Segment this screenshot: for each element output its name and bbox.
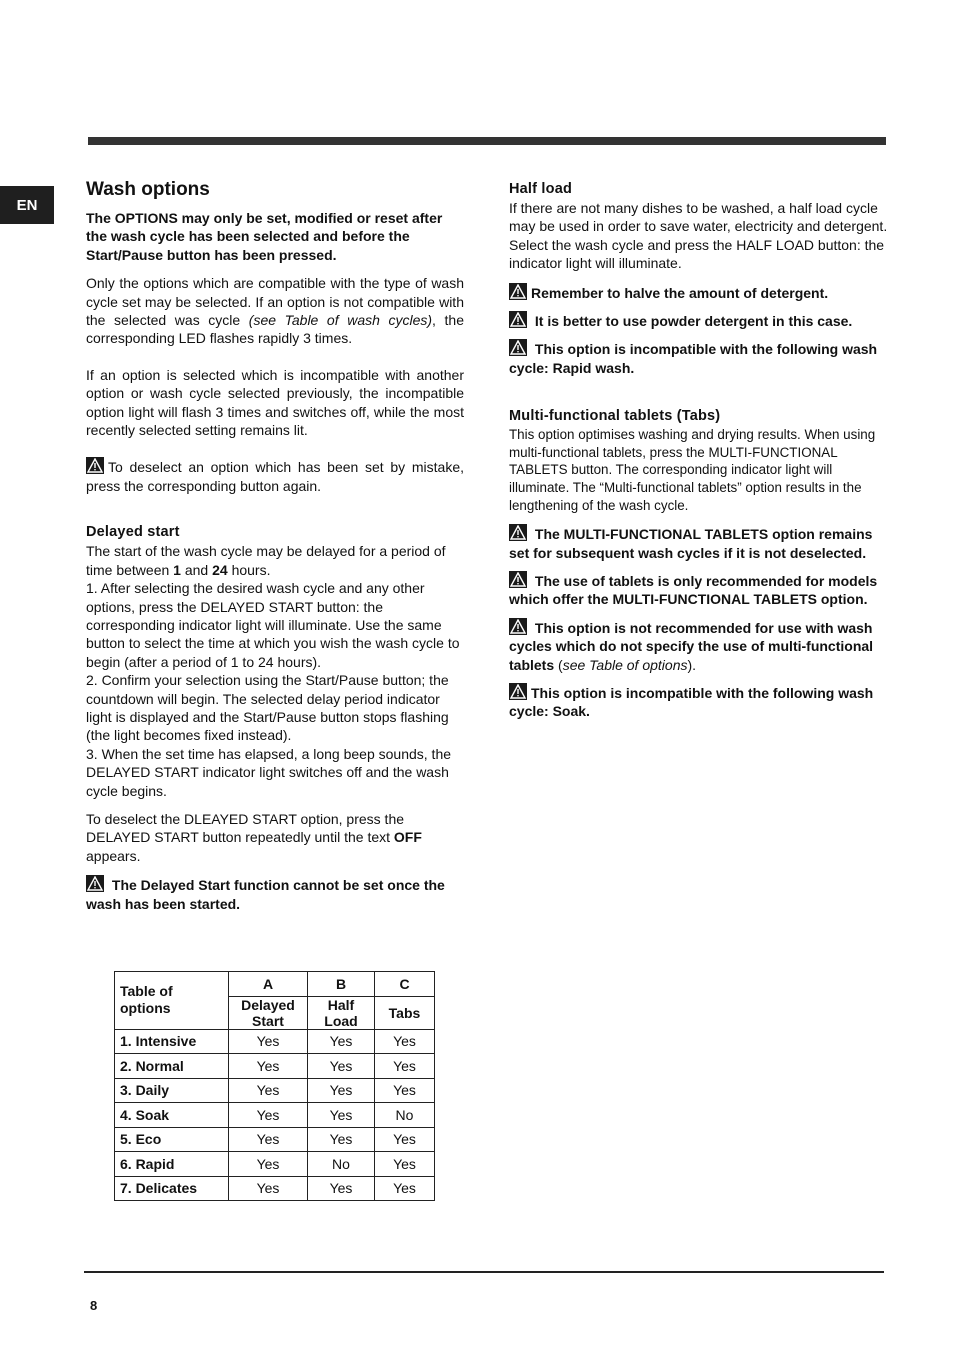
off-text: OFF: [393, 829, 422, 846]
warning-icon: [86, 875, 104, 892]
table-row: [115, 1078, 435, 1103]
half-load-heading: Half load: [509, 181, 573, 197]
row-label: 4. Soak: [115, 1103, 229, 1128]
column-header: Delayed Start: [229, 996, 308, 1029]
text: The start of the wash cycle may be delayed for a period of time between: [86, 543, 446, 578]
table-cell: Yes: [229, 1103, 308, 1128]
warning-icon: [509, 283, 527, 300]
delayed-step-1: 1. After selecting the desired wash cycle and any other options, press the DELAYED START button: the corresponding indicator light will illuminate. Use the same button to select the time at which you wish the wash cycle to begin (after a period of 1 to 24 hours).: [86, 580, 460, 670]
warning-icon: [509, 618, 527, 635]
tabs-warning-2: [509, 571, 889, 609]
delayed-start-heading: Delayed start: [86, 524, 180, 541]
warning-text: This option is incompatible with the following wash cycle: Rapid wash.: [509, 341, 878, 376]
deselect-paragraph: [86, 457, 464, 495]
table-cell: No: [375, 1103, 435, 1128]
table-cell: Yes: [229, 1127, 308, 1152]
row-label: 5. Eco: [115, 1127, 229, 1152]
warning-text: The Delayed Start function cannot be set once the wash has been started.: [86, 877, 445, 912]
table-cell: Yes: [375, 1029, 435, 1054]
table-cell: Yes: [229, 1176, 308, 1201]
delayed-step-2: 2. Confirm your selection using the Start/Pause button; the countdown will begin. The selected delay period indicator light is displayed and the Start/Pause button stops flashing (the light becomes fixed instead).: [86, 672, 449, 744]
left-column: [86, 176, 464, 922]
warning-text: The use of tablets is only recommended for models which offer the MULTI-FUNCTIONAL TABLETS option.: [509, 573, 878, 608]
table-corner: Table of options: [115, 972, 229, 1030]
text: , the corresponding LED flashes rapidly 3 times.: [86, 312, 464, 347]
page-number: 8: [90, 1298, 98, 1313]
warning-text: It is better to use powder detergent in this case.: [534, 313, 853, 330]
warning-icon: [509, 339, 527, 356]
delayed-start-intro: [86, 542, 464, 579]
row-label: 6. Rapid: [115, 1152, 229, 1177]
warning-text: The MULTI-FUNCTIONAL TABLETS option remains set for subsequent wash cycles if it is not deselected.: [509, 526, 873, 561]
section-title: Wash options: [86, 179, 210, 200]
incompatible-paragraph: If an option is selected which is incompatible with another option or wash cycle selected previously, the incompatible option light will flash 3 times and switches off, while the most recently selected setting remains lit.: [86, 366, 464, 439]
text: appears.: [86, 847, 141, 864]
table-cell: Yes: [375, 1176, 435, 1201]
tabs-warning-1: [509, 524, 889, 562]
table-row: [115, 1054, 435, 1079]
half-load-warning-1: [509, 283, 889, 302]
text: hours.: [227, 561, 271, 578]
table-cell: Yes: [308, 1054, 375, 1079]
table-cell: Yes: [229, 1029, 308, 1054]
warning-text: Remember to halve the amount of detergent.: [531, 284, 829, 301]
table-cell: No: [308, 1152, 375, 1177]
table-cell: Yes: [375, 1078, 435, 1103]
table-cell: Yes: [229, 1054, 308, 1079]
warning-icon: [509, 683, 527, 700]
column-header: Tabs: [375, 996, 435, 1029]
tabs-warning-3: [509, 618, 889, 674]
warning-icon: [86, 457, 104, 474]
right-column: [509, 180, 889, 730]
column-letter: B: [308, 972, 375, 997]
max-hours: 24: [212, 561, 228, 578]
table-row: [115, 1176, 435, 1201]
options-table: [114, 971, 435, 1201]
row-label: 1. Intensive: [115, 1029, 229, 1054]
options-lead: The OPTIONS may only be set, modified or reset after the wash cycle has been selected and before the Start/Pause button has been pressed.: [86, 210, 443, 263]
tabs-paragraph: This option optimises washing and drying results. When using multi-functional tablets, press the MULTI-FUNCTIONAL TABLETS button. The corresponding indicator light will illuminate. The “Multi-functional tablets” option results in the lengthening of the wash cycle.: [509, 427, 876, 513]
delayed-warning: [86, 875, 464, 913]
row-label: 2. Normal: [115, 1054, 229, 1079]
text: and: [180, 561, 213, 578]
table-row: [115, 1152, 435, 1177]
column-letter: A: [229, 972, 308, 997]
table-cell: Yes: [308, 1078, 375, 1103]
tabs-warning-4: [509, 683, 889, 721]
header-rule: [88, 137, 886, 145]
table-row: [115, 1127, 435, 1152]
table-cell: Yes: [229, 1152, 308, 1177]
table-cell: Yes: [375, 1127, 435, 1152]
table-row: [115, 1029, 435, 1054]
table-cell: Yes: [229, 1078, 308, 1103]
text: To deselect the DLEAYED START option, press the DELAYED START button repeatedly until the text: [86, 810, 405, 846]
text: To deselect an option which has been set by mistake, press the corresponding button again.: [86, 459, 464, 494]
table-row: [115, 1103, 435, 1128]
warning-icon: [509, 311, 527, 328]
table-cell: Yes: [308, 1127, 375, 1152]
row-label: 7. Delicates: [115, 1176, 229, 1201]
delayed-deselect: [86, 810, 464, 865]
text: Only the options which are compatible with the type of wash cycle set may be selected. If an option is not compatible with the selected was cycle: [86, 275, 464, 329]
half-load-paragraph: If there are not many dishes to be washed, a half load cycle may be used in order to save water, electricity and detergent. Select the wash cycle and press the HALF LOAD button: the indicator light will illuminate.: [509, 200, 888, 272]
half-load-warning-2: [509, 311, 889, 330]
text: ).: [687, 656, 697, 673]
table-cell: Yes: [375, 1152, 435, 1177]
table-cell: Yes: [375, 1054, 435, 1079]
warning-icon: [509, 524, 527, 541]
table-reference: see Table of options: [562, 656, 688, 673]
table-cell: Yes: [308, 1029, 375, 1054]
compatibility-paragraph: [86, 274, 464, 348]
delayed-step-3: 3. When the set time has elapsed, a long beep sounds, the DELAYED START indicator light switches off and the wash cycle begins.: [86, 745, 452, 799]
warning-text: This option is not recommended for use with wash cycles which do not specify the use of multi-functional tablets: [509, 619, 874, 673]
language-tab: EN: [0, 186, 54, 224]
half-load-warning-3: [509, 339, 889, 377]
column-header: Half Load: [308, 996, 375, 1029]
tabs-heading: Multi-functional tablets (Tabs): [509, 408, 721, 425]
column-letter: C: [375, 972, 435, 997]
row-label: 3. Daily: [115, 1078, 229, 1103]
footer-rule: [84, 1271, 884, 1273]
warning-icon: [509, 571, 527, 588]
text: (: [554, 656, 563, 673]
warning-text: This option is incompatible with the following wash cycle: Soak.: [509, 685, 874, 720]
table-reference: (see Table of wash cycles): [248, 312, 433, 329]
table-cell: Yes: [308, 1176, 375, 1201]
table-cell: Yes: [308, 1103, 375, 1128]
table-header-row: [115, 972, 435, 997]
min-hours: 1: [173, 561, 181, 578]
